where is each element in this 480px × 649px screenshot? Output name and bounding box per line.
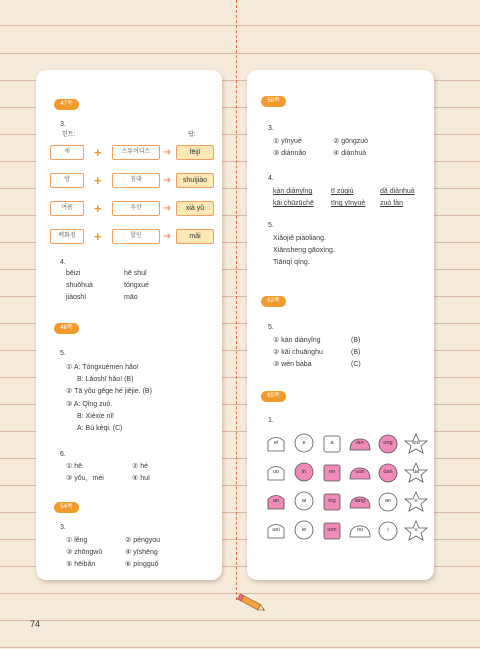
arrow-right-icon: ➜ <box>163 147 172 158</box>
page-badge-65: 65쪽 <box>261 391 286 402</box>
picture-card <box>319 519 345 541</box>
picture-label: iou <box>412 440 420 446</box>
answer-choice: (C) <box>351 361 361 368</box>
question-number: 1. <box>268 417 274 424</box>
answer-item: ② gōngzuò <box>333 138 369 145</box>
answer-item: ③ diànnǎo <box>273 150 307 157</box>
answer-sentence: Xiānsheng gāoxìng. <box>273 247 335 254</box>
question-number: 5. <box>268 222 274 229</box>
plus-icon: + <box>94 173 102 188</box>
picture-label: ai <box>301 498 307 504</box>
question-number: 3. <box>60 121 66 128</box>
word: hē shuǐ <box>124 270 147 277</box>
answer-box: mǎi <box>176 229 214 244</box>
answer-card-right <box>247 70 434 580</box>
arrow-right-icon: ➜ <box>163 175 172 186</box>
page-number: 74 <box>30 619 41 629</box>
page-badge-47: 47쪽 <box>54 99 79 110</box>
page-divider <box>236 0 237 600</box>
word: jiàoshì <box>66 294 87 301</box>
answer-line: A: Bú kèqi. (C) <box>77 425 123 432</box>
picture-label: uen <box>327 527 337 533</box>
picture-card <box>319 490 345 512</box>
question-number: 3. <box>60 524 66 531</box>
answer-choice: (B) <box>351 337 361 344</box>
picture-card <box>403 432 429 454</box>
answer-item: ⑥ píngguǒ <box>125 561 159 568</box>
answer-box: fēijī <box>176 145 214 160</box>
picture-card <box>375 432 401 454</box>
picture-card <box>319 432 345 454</box>
arrow-right-icon: ➜ <box>163 203 172 214</box>
answer-phrase: kàn diànyǐng <box>273 188 313 195</box>
answer-item: ③ yǒu，méi <box>66 475 104 482</box>
picture-card <box>291 432 317 454</box>
question-number: 5. <box>268 324 274 331</box>
answer-item: ① kàn diànyǐng <box>273 337 321 344</box>
answer-item: ④ huì <box>132 475 150 482</box>
page-badge-62: 62쪽 <box>261 296 286 307</box>
answer-item: ③ zhōngwǔ <box>66 549 103 556</box>
picture-card <box>375 490 401 512</box>
hint-box: 침대 <box>112 173 160 188</box>
answer-phrase: tīng yīnyuè <box>331 200 366 207</box>
answer-line: B: Lǎoshī hǎo! (B) <box>77 376 134 383</box>
question-number: 3. <box>268 125 274 132</box>
page-badge-54: 54쪽 <box>54 502 79 513</box>
picture-label: ian <box>356 440 364 446</box>
picture-card <box>347 461 373 483</box>
hint-box: 우산 <box>112 201 160 216</box>
hint-label: 힌트: <box>62 132 76 138</box>
answer-phrase: dǎ diànhuà <box>380 188 415 195</box>
answer-phrase: kāi chūzūchē <box>273 200 314 207</box>
picture-card <box>263 461 289 483</box>
question-number: 6. <box>60 451 66 458</box>
answer-item: ② péngyou <box>125 537 161 544</box>
picture-card <box>403 461 429 483</box>
answer-item: ⑤ hēibǎn <box>66 561 96 568</box>
answer-phrase: tī zúqiú <box>331 188 354 195</box>
picture-label: an <box>272 498 280 504</box>
answer-item: ① yīnyuè <box>273 138 302 145</box>
picture-card <box>319 461 345 483</box>
picture-card <box>263 432 289 454</box>
picture-label: ua <box>412 469 420 475</box>
picture-label: uo <box>272 469 280 475</box>
answer-label: 답: <box>188 132 196 138</box>
answer-item: ① hē <box>66 463 83 470</box>
picture-label: ing <box>328 498 336 504</box>
answer-line: B: Xièxie nǐ! <box>77 413 114 420</box>
answer-item: ③ wèn bàba <box>273 361 312 368</box>
answer-line: ① A: Tóngxuémen hǎo! <box>66 364 139 371</box>
picture-card <box>291 519 317 541</box>
answer-sentence: Xiǎojiě piàoliang. <box>273 235 326 242</box>
picture-label: uan <box>355 469 365 475</box>
picture-card <box>263 490 289 512</box>
page-badge-58: 58쪽 <box>261 96 286 107</box>
plus-icon: + <box>94 201 102 216</box>
picture-card <box>291 461 317 483</box>
picture-label: ong <box>383 440 393 446</box>
arrow-right-icon: ➜ <box>163 231 172 242</box>
question-number: 5. <box>60 350 66 357</box>
picture-card <box>403 490 429 512</box>
plus-icon: + <box>94 145 102 160</box>
hint-box: 백화점 <box>50 229 84 244</box>
picture-label: ou <box>356 527 364 533</box>
picture-card <box>347 490 373 512</box>
answer-phrase: zuò fàn <box>380 200 403 207</box>
answer-item: ② hé <box>132 463 149 470</box>
picture-label: uei <box>272 527 280 533</box>
picture-label: a <box>330 440 334 446</box>
picture-card <box>347 432 373 454</box>
answer-item: ① lěng <box>66 537 88 544</box>
answer-item: ④ yīshēng <box>125 549 158 556</box>
picture-card <box>375 519 401 541</box>
picture-label: üan <box>383 469 393 475</box>
picture-label: en <box>328 469 336 475</box>
question-number: 4. <box>60 259 66 266</box>
pencil-icon <box>236 593 270 615</box>
picture-label: e <box>302 440 306 446</box>
picture-label: ei <box>273 440 279 446</box>
picture-card <box>347 519 373 541</box>
answer-card-left <box>36 70 222 580</box>
hint-box: 새 <box>50 145 84 160</box>
picture-label: iang <box>354 498 366 504</box>
picture-label: u <box>414 527 418 533</box>
picture-label: o <box>414 498 418 504</box>
word: bēizi <box>66 270 81 277</box>
plus-icon: + <box>94 229 102 244</box>
picture-label: ie <box>301 527 307 533</box>
word: māo <box>124 294 138 301</box>
answer-sentence: Tiānqì qíng. <box>273 259 310 266</box>
word: shuōhuà <box>66 282 93 289</box>
answer-box: xià yǔ <box>176 201 214 216</box>
question-number: 4. <box>268 175 274 182</box>
picture-card <box>291 490 317 512</box>
hint-box: 할인 <box>112 229 160 244</box>
answer-choice: (B) <box>351 349 361 356</box>
answer-line: ③ A: Qǐng zuò. <box>66 401 113 408</box>
picture-card <box>375 461 401 483</box>
hint-box: 방 <box>50 173 84 188</box>
answer-item: ④ diànhuà <box>333 150 367 157</box>
picture-card <box>403 519 429 541</box>
answer-item: ② kāi chuānghu <box>273 349 323 356</box>
page-badge-48: 48쪽 <box>54 323 79 334</box>
hint-box: 여름 <box>50 201 84 216</box>
answer-box: shuìjiào <box>176 173 214 188</box>
picture-card <box>263 519 289 541</box>
hint-box: 스튜어디스 <box>112 145 160 160</box>
picture-label: in <box>301 469 307 475</box>
answer-line: ② Tā yǒu gēge hé jiějie. (B) <box>66 388 152 395</box>
picture-label: i <box>387 527 389 533</box>
word: tóngxué <box>124 282 149 289</box>
picture-label: ao <box>384 498 392 504</box>
